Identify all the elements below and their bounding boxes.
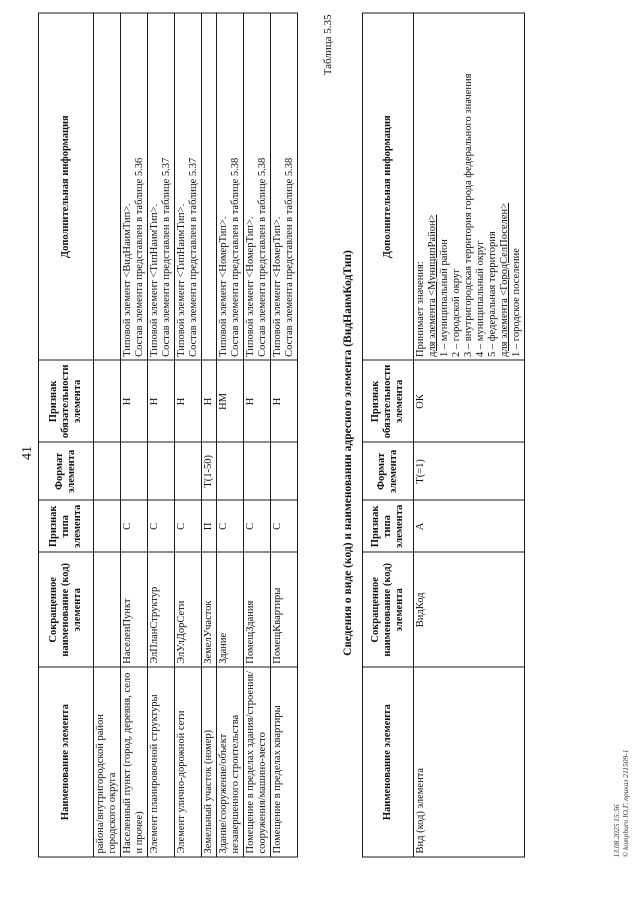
cell-info (271, 13, 298, 360)
cell-required: Н (121, 360, 148, 442)
cell-format (121, 442, 148, 500)
cell-code: ЗемелУчасток (202, 552, 217, 667)
cell-name: Земельный участок (номер) (202, 667, 217, 857)
header-type: Признак типа элемента (363, 500, 414, 552)
info-group2-title: для элемента <ГородСелПоселен> (499, 202, 510, 357)
header-info: Дополнительная информация (39, 13, 94, 360)
cell-name: района/внутригородской район городского округа (94, 667, 121, 857)
cell-required: НМ (217, 360, 244, 442)
info-group1-list (439, 16, 499, 356)
info-line: Типовой элемент <ТипНаимТип>. (149, 203, 160, 357)
info-value: 5 – федеральная территория (487, 230, 498, 357)
cell-info (121, 13, 148, 360)
cell-name: Элемент улично-дорожной сети (175, 667, 202, 857)
cell-type: С (244, 500, 271, 552)
cell-name: Помещение в пределах здания/строения/сооружения/машино-место (244, 667, 271, 857)
header-name: Наименование элемента (39, 667, 94, 857)
cell-type: С (175, 500, 202, 552)
cell-name: Здание/сооружение/объект незавершенного строительства (217, 667, 244, 857)
cell-format (271, 442, 298, 500)
table-header-row (39, 13, 94, 857)
cell-info (94, 13, 121, 360)
footer-date: 13.08.2025 15:56 (612, 803, 621, 857)
cell-required: ОК (414, 360, 525, 442)
cell-format (217, 442, 244, 500)
cell-type: А (414, 500, 525, 552)
info-line: Типовой элемент <НомерТип>. (245, 215, 256, 357)
cell-type: С (148, 500, 175, 552)
cell-name: Вид (код) элемента (414, 667, 525, 857)
cell-code: ПомещКвартиры (271, 552, 298, 667)
header-format: Формат элемента (39, 442, 94, 500)
table-row (148, 13, 175, 857)
cell-code (94, 552, 121, 667)
header-code: Сокращенное наименование (код) элемента (39, 552, 94, 667)
cell-code: ЭлПланСтруктур (148, 552, 175, 667)
table-row (414, 13, 525, 857)
cell-type (94, 500, 121, 552)
cell-format (175, 442, 202, 500)
cell-format (94, 442, 121, 500)
cell-name: Населенный пункт (город, деревня, село и прочее) (121, 667, 148, 857)
header-info: Дополнительная информация (363, 13, 414, 360)
table-row (244, 13, 271, 857)
cell-format (244, 442, 271, 500)
header-name: Наименование элемента (363, 667, 414, 857)
info-line: Типовой элемент <ТипНаимТип>. (176, 203, 187, 357)
cell-code: Здание (217, 552, 244, 667)
info-line: Типовой элемент <НомерТип>. (272, 215, 283, 357)
cell-info (414, 13, 525, 360)
cell-format: T(=1) (414, 442, 525, 500)
cell-code: ВидКод (414, 552, 525, 667)
info-value: 1 – городское поселение (511, 247, 522, 357)
table-row (271, 13, 298, 857)
info-group2-list (511, 16, 523, 356)
elements-table-top (38, 12, 298, 857)
info-value: 1 – муниципальный район (439, 238, 450, 357)
table-row (121, 13, 148, 857)
cell-name: Помещение в пределах квартиры (271, 667, 298, 857)
info-line: Состав элемента представлен в таблице 5.36 (134, 157, 145, 357)
header-code: Сокращенное наименование (код) элемента (363, 552, 414, 667)
info-value: 3 – внутригородская территория города федерального значения (463, 73, 474, 357)
info-value: 4 – муниципальный округ (475, 239, 486, 357)
info-group1-title: для элемента <МуниципРайон> (427, 214, 438, 357)
table-header-row (363, 13, 414, 857)
cell-type: С (271, 500, 298, 552)
cell-info (202, 13, 217, 360)
info-line: Состав элемента представлен в таблице 5.38 (257, 157, 268, 357)
cell-required: Н (202, 360, 217, 442)
cell-required: Н (244, 360, 271, 442)
footer-note: © kompburo Ю.Г. приказ 211509-1 (621, 749, 630, 857)
cell-code: ЭлУлДорСети (175, 552, 202, 667)
header-type: Признак типа элемента (39, 500, 94, 552)
header-required: Признак обязательности элемента (39, 360, 94, 442)
cell-code: ПомещЗдания (244, 552, 271, 667)
footer (612, 749, 630, 857)
table-body (94, 13, 298, 857)
table-title: Сведения о виде (код) и наименовании адресного элемента (ВидНаимКодТип) (342, 249, 354, 656)
cell-info (148, 13, 175, 360)
cell-format (148, 442, 175, 500)
info-line: Состав элемента представлен в таблице 5.37 (188, 157, 199, 357)
elements-table-bottom (362, 12, 525, 857)
info-line: Типовой элемент <ВидНаимТип>. (122, 202, 133, 357)
header-required: Признак обязательности элемента (363, 360, 414, 442)
info-line: Состав элемента представлен в таблице 5.38 (230, 157, 241, 357)
cell-info (175, 13, 202, 360)
cell-info (244, 13, 271, 360)
cell-code: НаселенПункт (121, 552, 148, 667)
info-intro: Принимает значения: (415, 260, 426, 357)
table-caption: Таблица 5.35 (322, 14, 334, 75)
cell-format: T(1-50) (202, 442, 217, 500)
page-number: 41 (20, 445, 35, 460)
cell-required: Н (271, 360, 298, 442)
table-row (175, 13, 202, 857)
cell-type: С (217, 500, 244, 552)
table-row (94, 13, 121, 857)
header-format: Формат элемента (363, 442, 414, 500)
cell-type: П (202, 500, 217, 552)
cell-required (94, 360, 121, 442)
cell-name: Элемент планировочной структуры (148, 667, 175, 857)
table-row (202, 13, 217, 857)
cell-type: С (121, 500, 148, 552)
info-value: 2 – городской округ (451, 268, 462, 357)
cell-info (217, 13, 244, 360)
info-line: Состав элемента представлен в таблице 5.37 (161, 157, 172, 357)
info-line: Состав элемента представлен в таблице 5.38 (284, 157, 295, 357)
cell-required: Н (175, 360, 202, 442)
cell-required: Н (148, 360, 175, 442)
table-row (217, 13, 244, 857)
info-line: Типовой элемент <НомерТип>. (218, 215, 229, 357)
